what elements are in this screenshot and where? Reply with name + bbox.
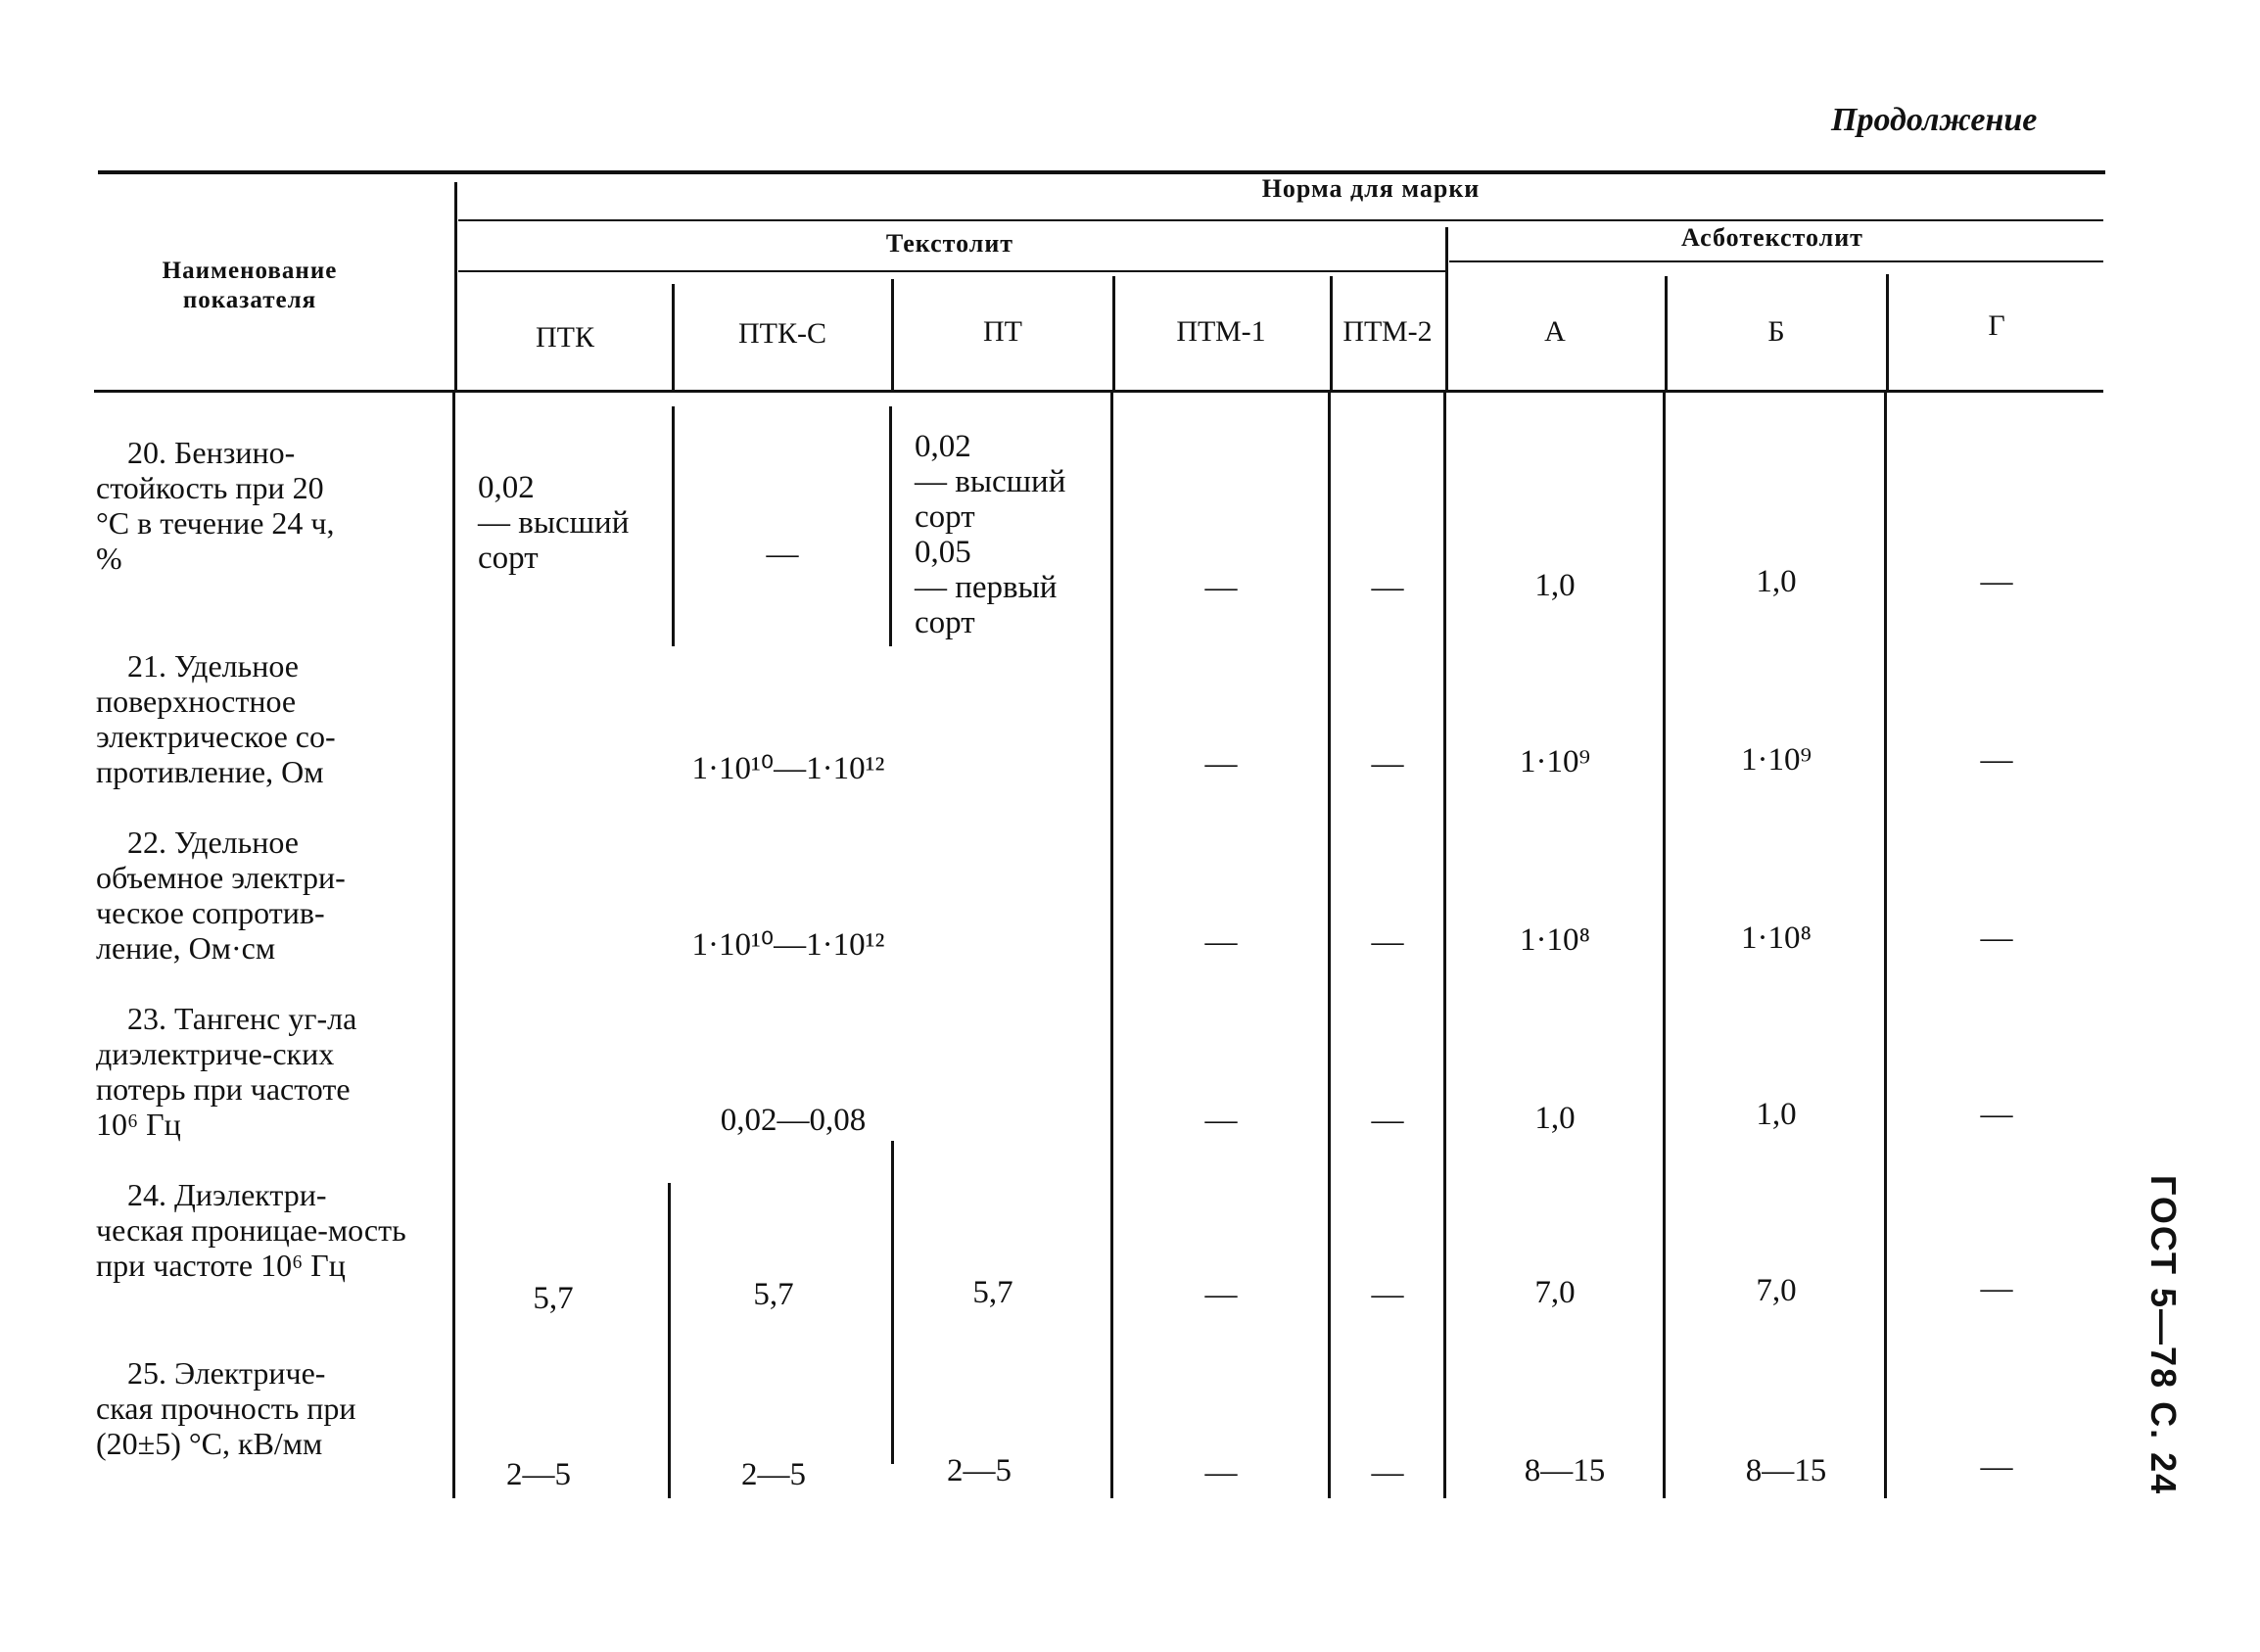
row-20-ptm1: — (1204, 570, 1238, 605)
row-20-ptk: 0,02 — высший сорт (478, 470, 630, 576)
row-21-g: — (1980, 742, 2013, 778)
row-20-name: 20. Бензино-стойкость при 20 °С в течение 24 ч, % (96, 435, 335, 576)
row-21-ptm2: — (1371, 746, 1404, 781)
row-24-ptks: 5,7 (753, 1277, 794, 1312)
row-24-b: 7,0 (1756, 1273, 1797, 1308)
body-divider-2a (889, 406, 892, 646)
row-23-b: 1,0 (1756, 1097, 1797, 1132)
col-divider-2 (891, 279, 894, 390)
body-divider-1b (668, 1183, 671, 1498)
col-header-ptk: ПТК (536, 321, 594, 354)
header-bottom-rule (94, 390, 2103, 393)
row-24-name: 24. Диэлектри-ческая проницае-мость при частоте 10⁶ Гц (96, 1177, 406, 1283)
row-25-ptk: 2—5 (506, 1457, 571, 1492)
body-divider-name (452, 392, 455, 1498)
row-22-ptm1: — (1204, 924, 1238, 960)
row-25-pt: 2—5 (947, 1453, 1012, 1488)
row-21-ptm1: — (1204, 746, 1238, 781)
header-norm: Норма для марки (1261, 174, 1481, 203)
row-22-b: 1·10⁸ (1741, 920, 1812, 956)
row-23-a: 1,0 (1534, 1101, 1576, 1136)
body-divider-2b (891, 1141, 894, 1464)
header-group-asbotextolite: Асботекстолит (1681, 223, 1863, 252)
col-header-ptm1: ПТМ-1 (1176, 315, 1266, 348)
col-divider-name (454, 182, 457, 390)
body-divider-3 (1110, 392, 1113, 1498)
row-25-ptks: 2—5 (741, 1457, 806, 1492)
row-25-b: 8—15 (1745, 1453, 1827, 1488)
row-23-ptm2: — (1371, 1103, 1404, 1138)
row-24-pt: 5,7 (972, 1275, 1013, 1310)
body-divider-7 (1884, 392, 1887, 1498)
col-header-pt: ПТ (983, 315, 1022, 348)
col-header-g: Г (1988, 309, 2005, 342)
row-20-b: 1,0 (1756, 564, 1797, 599)
col-divider-3 (1112, 276, 1115, 390)
group-underline-left (458, 270, 1445, 272)
row-25-ptm1: — (1204, 1455, 1238, 1490)
row-20-a: 1,0 (1534, 568, 1576, 603)
row-24-ptm1: — (1204, 1277, 1238, 1312)
group-underline-right (1449, 260, 2103, 262)
table-top-rule (98, 170, 2105, 174)
row-20-pt: 0,02 — высший сорт 0,05 — первый сорт (915, 429, 1066, 640)
col-header-b: Б (1767, 315, 1785, 348)
row-21-b: 1·10⁹ (1741, 742, 1812, 778)
row-25-name: 25. Электриче-ская прочность при (20±5) °С, кВ/мм (96, 1355, 356, 1461)
row-24-ptk: 5,7 (533, 1281, 574, 1316)
row-22-a: 1·10⁸ (1520, 922, 1590, 958)
row-21-a: 1·10⁹ (1520, 744, 1590, 779)
header-group-textolite: Текстолит (885, 229, 1014, 258)
col-divider-7 (1886, 274, 1889, 390)
col-divider-group (1445, 227, 1448, 390)
continuation-label: Продолжение (1831, 102, 2038, 138)
row-20-ptm2: — (1371, 570, 1404, 605)
body-divider-1a (672, 406, 675, 646)
row-23-name: 23. Тангенс уг-ла диэлектриче-ских потерь при частоте 10⁶ Гц (96, 1001, 357, 1142)
row-22-merged: 1·10¹⁰—1·10¹² (691, 927, 885, 963)
col-header-a: А (1544, 315, 1566, 348)
row-25-a: 8—15 (1524, 1453, 1606, 1488)
header-name-col: Наименование показателя (162, 258, 338, 313)
row-22-ptm2: — (1371, 924, 1404, 960)
row-24-g: — (1980, 1271, 2013, 1306)
row-23-g: — (1980, 1097, 2013, 1132)
row-24-a: 7,0 (1534, 1275, 1576, 1310)
row-24-ptm2: — (1371, 1277, 1404, 1312)
col-header-ptks: ПТК-С (738, 317, 826, 350)
body-divider-5 (1443, 392, 1446, 1498)
col-divider-1 (672, 284, 675, 390)
row-20-ptks: — (766, 537, 799, 572)
norm-underline (458, 219, 2103, 221)
row-22-g: — (1980, 920, 2013, 956)
row-23-merged: 0,02—0,08 (720, 1103, 867, 1138)
row-23-ptm1: — (1204, 1103, 1238, 1138)
col-divider-6 (1665, 276, 1668, 390)
body-divider-4 (1328, 392, 1331, 1498)
col-header-ptm2: ПТМ-2 (1342, 315, 1433, 348)
row-20-g: — (1980, 564, 2013, 599)
body-divider-6 (1663, 392, 1666, 1498)
side-standard-label: ГОСТ 5—78 С. 24 (2143, 1175, 2184, 1496)
row-25-g: — (1980, 1449, 2013, 1485)
row-22-name: 22. Удельное объемное электри-ческое сопротив-ление, Ом·см (96, 825, 346, 966)
row-25-ptm2: — (1371, 1455, 1404, 1490)
row-21-name: 21. Удельное поверхностное электрическое со-противление, Ом (96, 648, 336, 789)
row-21-merged: 1·10¹⁰—1·10¹² (691, 751, 885, 786)
